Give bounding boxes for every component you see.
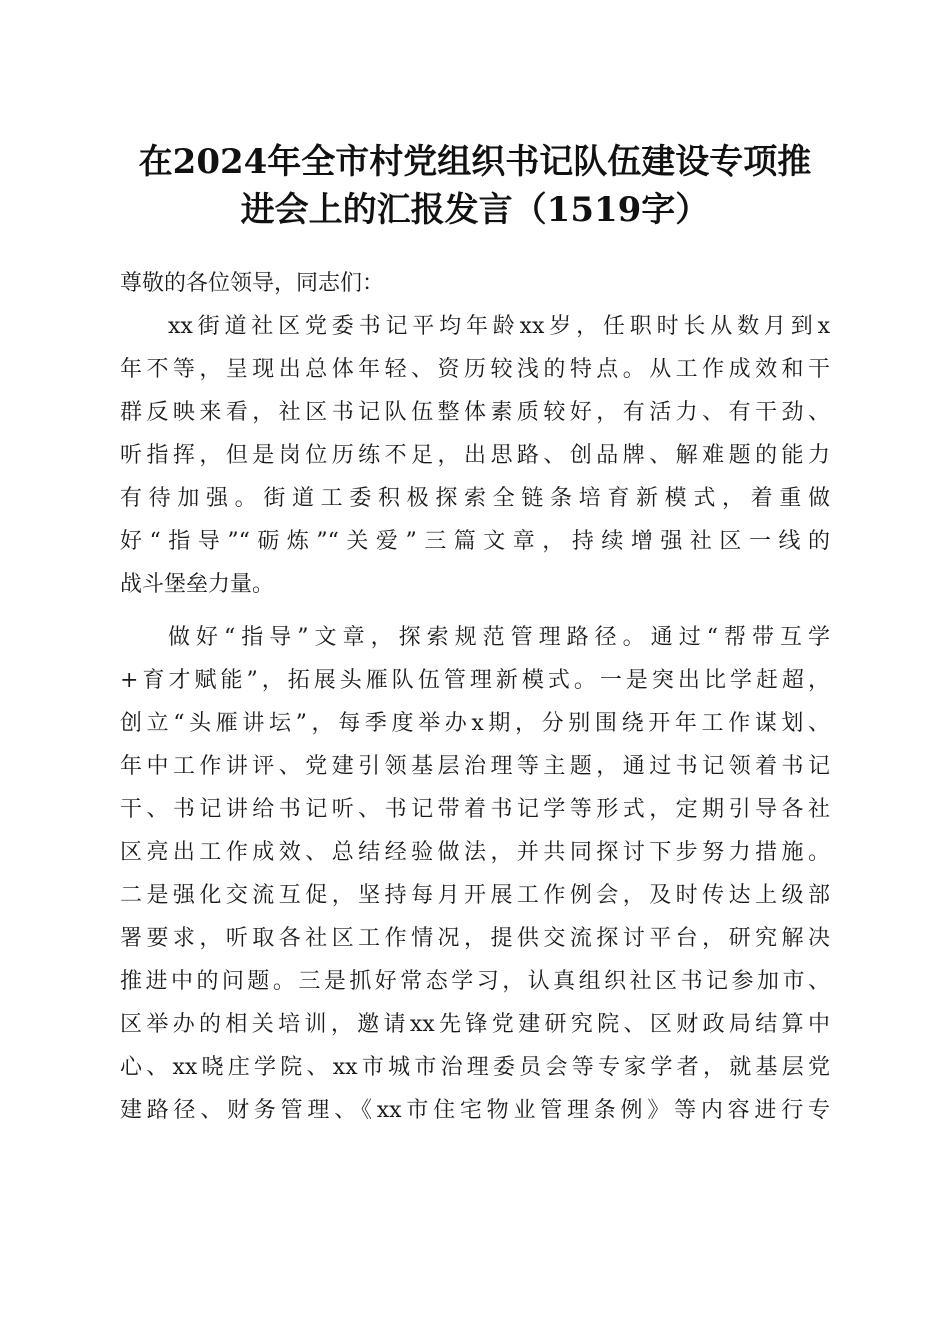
paragraph-line: 年不等，呈现出总体年轻、资历较浅的特点。从工作成效和干 bbox=[120, 357, 830, 382]
paragraph-line: 好“指导”“砺炼”“关爱”三篇文章，持续增强社区一线的 bbox=[120, 529, 830, 554]
paragraph-1 bbox=[120, 305, 830, 606]
paragraph-line: 做好“指导”文章，探索规范管理路径。通过“帮带互学 bbox=[168, 625, 830, 650]
paragraph-2 bbox=[120, 616, 830, 1132]
document-title bbox=[100, 138, 850, 234]
paragraph-line: 干、书记讲给书记听、书记带着书记学等形式，定期引导各社 bbox=[120, 797, 830, 822]
paragraph-line: 听指挥，但是岗位历练不足，出思路、创品牌、解难题的能力 bbox=[120, 443, 830, 468]
paragraph-line: xx街道社区党委书记平均年龄xx岁，任职时长从数月到x bbox=[168, 314, 830, 339]
paragraph-gap bbox=[120, 606, 830, 616]
paragraph-line: +育才赋能”，拓展头雁队伍管理新模式。一是突出比学赶超， bbox=[120, 668, 830, 693]
document-body bbox=[120, 262, 830, 1132]
paragraph-line: 推进中的问题。三是抓好常态学习，认真组织社区书记参加市、 bbox=[120, 969, 830, 994]
title-line-1: 在2024年全市村党组织书记队伍建设专项推 bbox=[138, 142, 812, 182]
paragraph-line: 心、xx晓庄学院、xx市城市治理委员会等专家学者，就基层党 bbox=[120, 1055, 830, 1080]
paragraph-line: 有待加强。街道工委积极探索全链条培育新模式，着重做 bbox=[120, 486, 830, 511]
paragraph-line: 建路径、财务管理、《xx市住宅物业管理条例》等内容进行专 bbox=[120, 1098, 830, 1123]
paragraph-line: 年中工作讲评、党建引领基层治理等主题，通过书记领着书记 bbox=[120, 754, 830, 779]
paragraph-line: 署要求，听取各社区工作情况，提供交流探讨平台，研究解决 bbox=[120, 926, 830, 951]
paragraph-line: 区亮出工作成效、总结经验做法，并共同探讨下步努力措施。 bbox=[120, 840, 830, 865]
paragraph-line: 创立“头雁讲坛”，每季度举办x期，分别围绕开年工作谋划、 bbox=[120, 711, 830, 736]
paragraph-line: 群反映来看，社区书记队伍整体素质较好，有活力、有干劲、 bbox=[120, 400, 830, 425]
paragraph-line: 区举办的相关培训，邀请xx先锋党建研究院、区财政局结算中 bbox=[120, 1012, 830, 1037]
paragraph-line: 战斗堡垒力量。 bbox=[120, 572, 275, 597]
paragraph-line: 二是强化交流互促，坚持每月开展工作例会，及时传达上级部 bbox=[120, 883, 830, 908]
title-line-2: 进会上的汇报发言（1519字） bbox=[240, 190, 710, 230]
salutation: 尊敬的各位领导，同志们： bbox=[120, 271, 385, 296]
